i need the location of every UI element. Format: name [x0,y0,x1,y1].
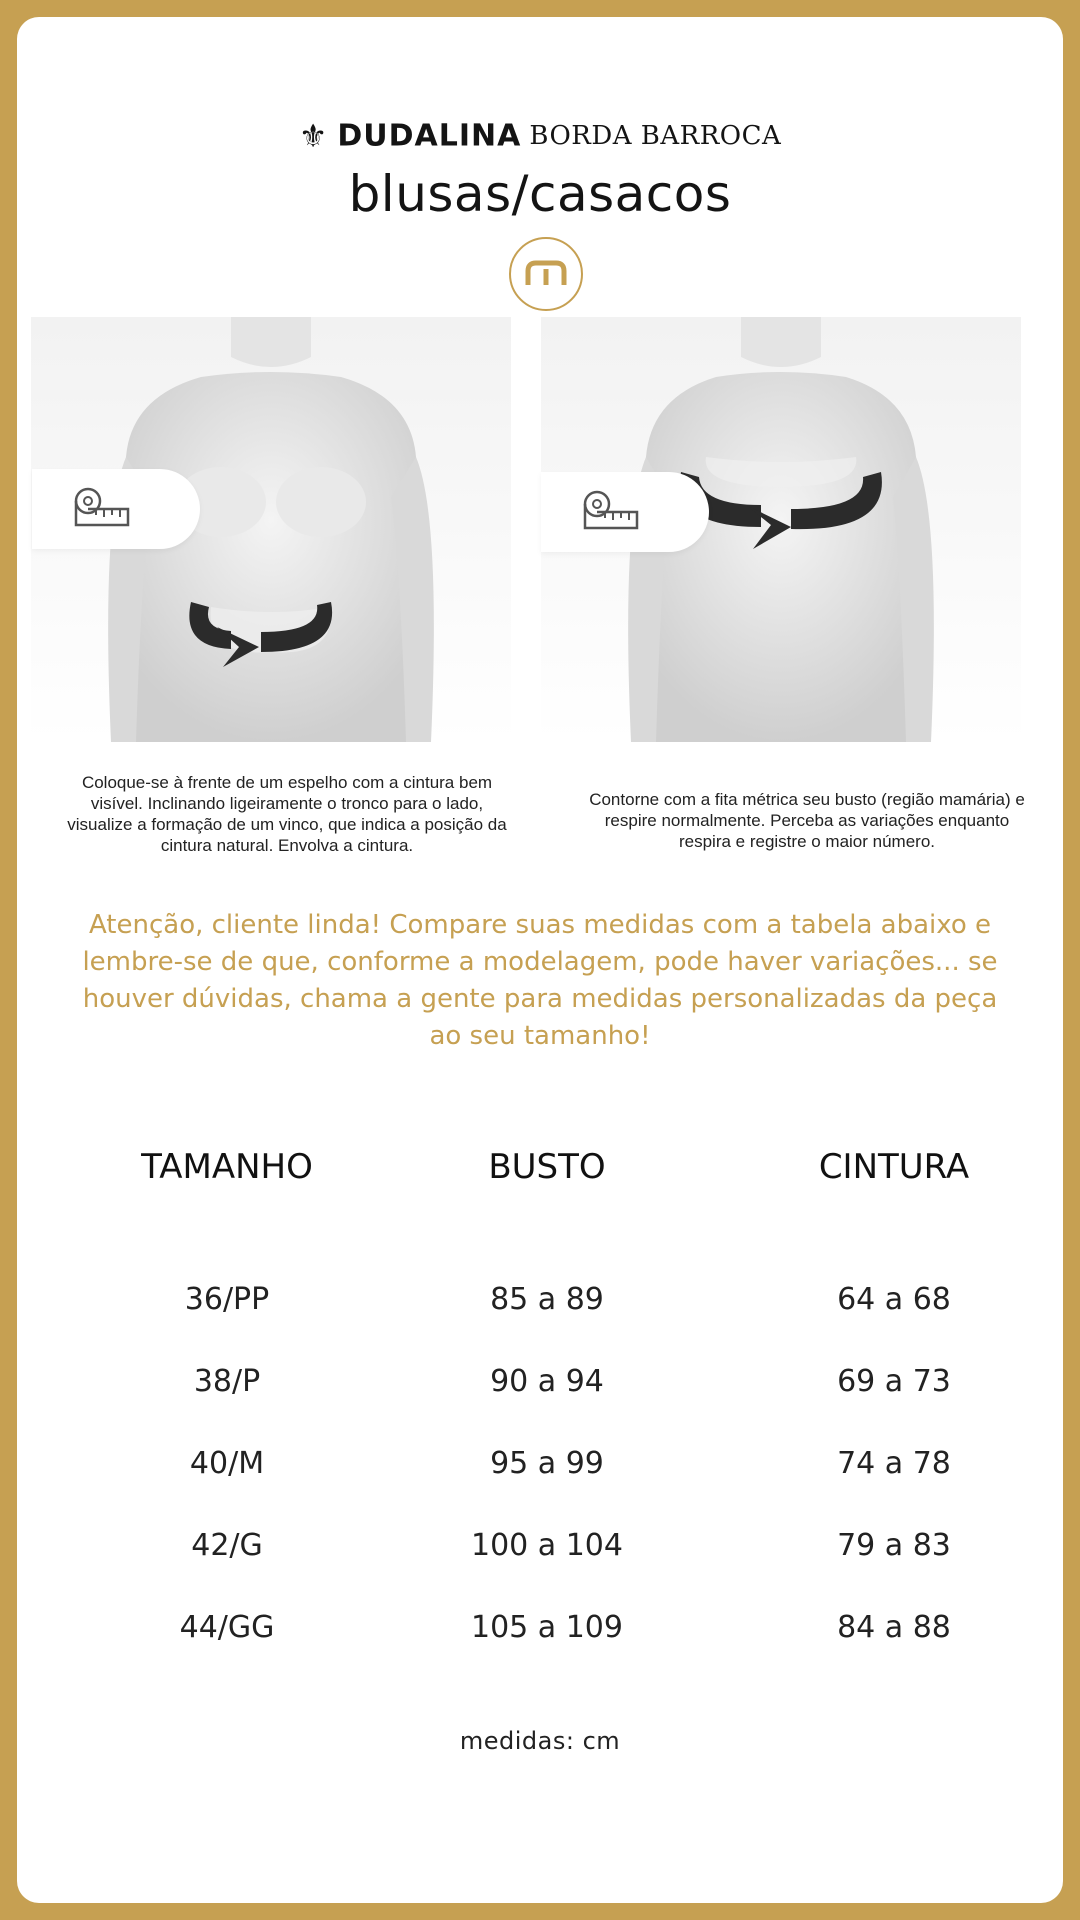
bust-cell: 90 a 94 [490,1364,604,1399]
waist-instructions: Coloque-se à frente de um espelho com a cintura bem visível. Inclinando ligeiramente o tronco para o lado, visualize a formação de um vinco, que indica a posição da cintura natural. Envolva a cintura. [67,773,507,855]
waist-cell: 79 a 83 [837,1528,951,1563]
waist-cell: 69 a 73 [837,1364,951,1399]
bust-cell: 95 a 99 [490,1446,604,1481]
bust-cell: 100 a 104 [471,1528,623,1563]
size-cell: 40/M [189,1446,265,1481]
tape-measure-icon [72,485,132,533]
tape-measure-tag-right [541,472,709,552]
size-cell: 38/P [193,1364,261,1399]
size-cell: 36/PP [184,1282,270,1317]
brand-name: DUDALINA [337,118,522,154]
bust-cell: 105 a 109 [471,1610,623,1645]
page-title: blusas/casacos [348,165,732,223]
tape-measure-icon [581,488,641,536]
fleur-de-lis-icon: ⚜ [298,117,328,155]
tape-measure-tag-left [32,469,200,549]
header-tamanho: TAMANHO [141,1147,313,1187]
size-cell: 44/GG [179,1610,275,1645]
header-busto: BUSTO [488,1147,606,1187]
size-guide-card [17,17,1063,1903]
bust-cell: 85 a 89 [490,1282,604,1317]
m-monogram-icon [509,237,583,311]
attention-notice: Atenção, cliente linda! Compare suas medidas com a tabela abaixo e lembre-se de que, conforme a modelagem, pode haver variações... se houver dúvidas, chama a gente para medidas personalizadas da peça ao seu tamanho! [82,910,998,1051]
waist-cell: 74 a 78 [837,1446,951,1481]
brand-subtitle: BORDA BARROCA [529,121,782,151]
bust-instructions: Contorne com a fita métrica seu busto (região mamária) e respire normalmente. Perceba as variações enquanto respira e registre o maior número. [589,790,1025,851]
waist-cell: 64 a 68 [837,1282,951,1317]
units-note: medidas: cm [459,1727,621,1755]
header-cintura: CINTURA [818,1147,970,1187]
size-cell: 42/G [191,1528,263,1563]
waist-cell: 84 a 88 [837,1610,951,1645]
brand-logo [17,117,1063,155]
